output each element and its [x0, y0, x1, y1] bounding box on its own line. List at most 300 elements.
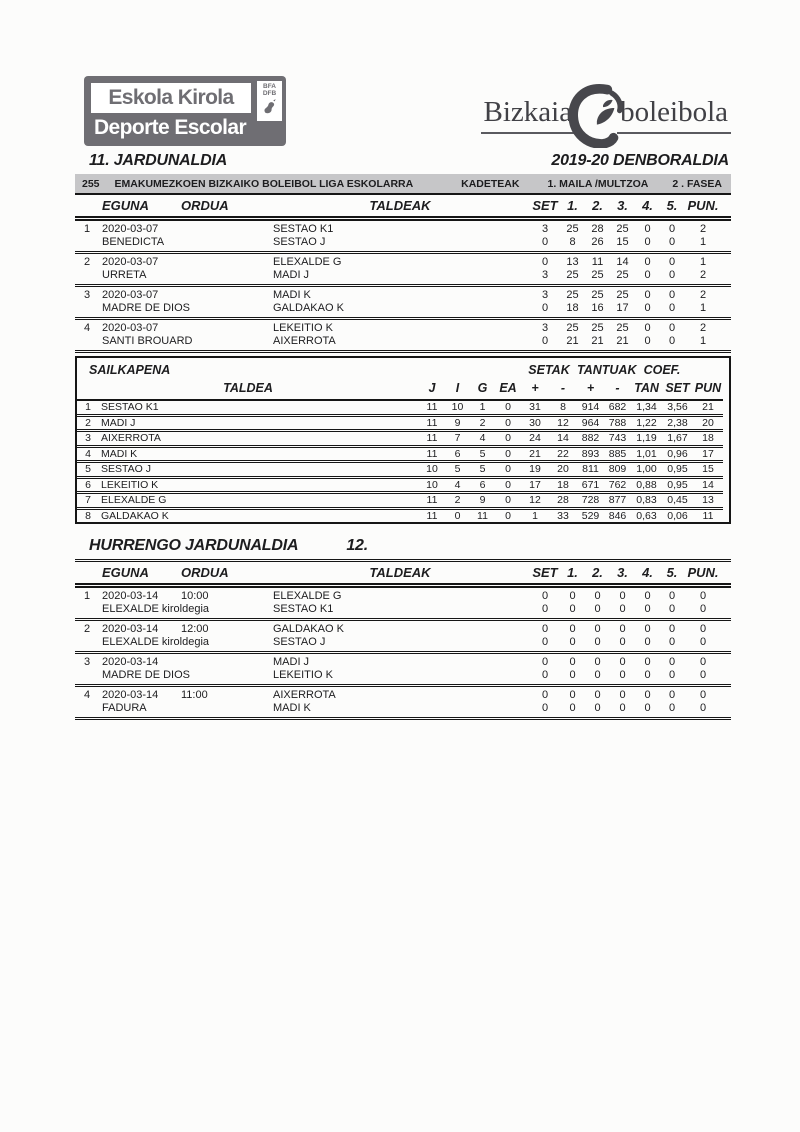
match-venue: MADRE DE DIOS	[102, 669, 191, 682]
home-set1: 0	[569, 688, 576, 701]
away-set4: 0	[644, 669, 651, 682]
col-set: SET	[532, 565, 558, 580]
match-away-line	[75, 269, 731, 283]
home-set4: 0	[644, 222, 651, 235]
standings-row	[77, 507, 723, 523]
stat-g: 2	[479, 416, 486, 429]
stat-points-for: 529	[581, 509, 600, 522]
home-points: 0	[699, 655, 707, 668]
stat-sets-won: 21	[529, 447, 541, 460]
stat-points-for: 882	[581, 432, 600, 445]
away-set-total: 0	[541, 335, 549, 348]
away-set5: 0	[668, 702, 676, 715]
standings-row	[77, 460, 723, 476]
home-team-name: LEKEITIO K	[273, 321, 333, 334]
league-phase: 2 . FASEA	[672, 177, 722, 190]
boleibola-text: boleibola	[617, 96, 731, 134]
col-set3: 3.	[617, 565, 628, 580]
home-set-total: 3	[541, 288, 549, 301]
away-set5: 0	[668, 636, 676, 649]
standings-row	[77, 445, 723, 461]
away-set3: 15	[616, 236, 629, 249]
team-name: SESTAO K1	[101, 401, 159, 414]
away-set3: 25	[616, 269, 629, 282]
stat-pun: 20	[702, 416, 714, 429]
col-pun: PUN.	[687, 198, 719, 213]
match-row	[75, 254, 731, 287]
match-away-line	[75, 636, 731, 650]
away-set1: 0	[569, 603, 576, 616]
stat-sets-lost: 20	[557, 463, 569, 476]
stat-g: 11	[477, 509, 488, 522]
match-away-line	[75, 702, 731, 716]
home-set4: 0	[644, 255, 651, 268]
home-set3: 25	[616, 288, 629, 301]
stat-i: 7	[454, 432, 461, 445]
away-set3: 0	[619, 702, 626, 715]
home-set5: 0	[668, 655, 676, 668]
home-set1: 0	[569, 655, 576, 668]
stat-sets-lost: 8	[560, 401, 566, 414]
col-eguna: EGUNA	[102, 198, 149, 213]
match-home-line	[75, 321, 731, 335]
stat-ea: 0	[505, 463, 511, 476]
away-team-name: SESTAO J	[273, 636, 326, 649]
stat-j: 11	[426, 509, 438, 522]
away-set5: 0	[668, 236, 676, 249]
col-set5: 5.	[666, 198, 678, 213]
home-set1: 25	[566, 288, 579, 301]
stat-ea: 0	[505, 447, 511, 460]
league-category: KADETEAK	[461, 177, 520, 190]
home-team-name: AIXERROTA	[273, 688, 336, 701]
stat-j: 11	[426, 416, 438, 429]
home-set4: 0	[644, 589, 651, 602]
away-points: 1	[699, 335, 707, 348]
results-table	[75, 221, 731, 353]
match-home-line	[75, 255, 731, 269]
col-set-plus: +	[531, 381, 539, 395]
away-team-name: SESTAO J	[273, 236, 326, 249]
away-set4: 0	[644, 335, 651, 348]
home-set3: 0	[619, 622, 626, 635]
stat-sets-won: 24	[529, 432, 541, 445]
col-tan-minus: -	[615, 381, 620, 395]
stat-g: 5	[479, 463, 486, 476]
match-time: 12:00	[181, 622, 209, 635]
eskola-kirola-banner	[91, 83, 251, 113]
home-points: 2	[699, 288, 707, 301]
away-set3: 17	[616, 302, 629, 315]
stat-g: 1	[479, 401, 486, 414]
away-set1: 21	[566, 335, 579, 348]
away-team-name: SESTAO K1	[273, 603, 334, 616]
away-set5: 0	[668, 603, 676, 616]
stat-sets-lost: 33	[557, 509, 569, 522]
away-team-name: GALDAKAO K	[273, 302, 344, 315]
home-set-total: 0	[541, 255, 549, 268]
next-header	[75, 562, 731, 588]
home-set3: 25	[616, 321, 629, 334]
stat-ea: 0	[505, 416, 511, 429]
stat-ea: 0	[505, 509, 511, 522]
home-set1: 25	[566, 222, 579, 235]
match-venue: ELEXALDE kiroldegia	[102, 636, 210, 649]
standings-title: SAILKAPENA	[89, 363, 171, 377]
home-set5: 0	[668, 288, 676, 301]
stat-points-for: 811	[582, 463, 599, 476]
home-set-total: 0	[541, 688, 549, 701]
col-set3: 3.	[617, 198, 628, 213]
standings-row	[77, 401, 723, 414]
away-points: 1	[699, 236, 707, 249]
away-set5: 0	[668, 669, 676, 682]
home-points: 2	[699, 222, 707, 235]
stat-pun: 11	[702, 509, 714, 522]
home-set3: 0	[619, 589, 626, 602]
stat-coef-set: 0,45	[667, 494, 688, 507]
home-team-name: MADI K	[273, 288, 311, 301]
home-set2: 25	[591, 321, 604, 334]
next-matchday-number: 12.	[346, 537, 368, 554]
match-home-line	[75, 288, 731, 302]
stat-points-against: 762	[608, 478, 627, 491]
away-set3: 0	[619, 669, 626, 682]
stat-coef-set: 0,06	[667, 509, 688, 522]
home-points: 0	[699, 688, 707, 701]
away-set-total: 0	[541, 302, 549, 315]
away-set4: 0	[644, 236, 651, 249]
col-tan-plus: +	[586, 381, 595, 395]
league-code: 255	[82, 177, 100, 190]
col-pun: PUN.	[687, 565, 719, 580]
col-ordua: ORDUA	[181, 565, 229, 580]
stat-coef-tan: 1,22	[636, 416, 657, 429]
bizkaia-boleibola-logo	[481, 82, 732, 148]
home-set-total: 0	[541, 655, 549, 668]
match-away-line	[75, 603, 731, 617]
badge-bfa-text: BFA	[263, 83, 276, 90]
team-name: MADI K	[101, 447, 138, 460]
stat-sets-won: 12	[529, 494, 541, 507]
eskola-kirola-logo	[84, 76, 286, 146]
away-set5: 0	[668, 302, 676, 315]
stat-points-for: 893	[581, 447, 600, 460]
stat-sets-won: 19	[529, 463, 541, 476]
away-set-total: 0	[541, 702, 549, 715]
eskola-kirola-text: Eskola Kirola	[108, 86, 234, 109]
stat-points-for: 671	[581, 478, 600, 491]
col-i: I	[455, 381, 460, 395]
stat-j: 10	[426, 463, 438, 476]
home-team-name: ELEXALDE G	[273, 255, 342, 268]
away-team-name: MADI J	[273, 269, 310, 282]
team-position: 3	[85, 432, 91, 445]
match-venue: MADRE DE DIOS	[102, 302, 191, 315]
stat-j: 10	[426, 478, 438, 491]
match-row	[75, 621, 731, 654]
match-time: 10:00	[181, 589, 209, 602]
away-set2: 0	[594, 603, 601, 616]
stat-points-for: 914	[581, 401, 600, 414]
away-set4: 0	[644, 702, 651, 715]
match-date: 2020-03-07	[102, 288, 159, 301]
col-j: J	[428, 381, 436, 395]
stat-points-against: 885	[608, 447, 627, 460]
team-name: GALDAKAO K	[101, 509, 169, 522]
col-coef-set: SET	[665, 381, 690, 395]
stat-ea: 0	[505, 494, 511, 507]
away-team-name: LEKEITIO K	[273, 669, 333, 682]
stat-ea: 0	[505, 401, 511, 414]
col-taldea: TALDEA	[223, 381, 273, 395]
col-coef-tan: TAN	[634, 381, 659, 395]
group-coef: COEF.	[643, 363, 681, 377]
match-row	[75, 588, 731, 621]
col-set-minus: -	[560, 381, 566, 395]
home-team-name: ELEXALDE G	[273, 589, 342, 602]
match-row	[75, 320, 731, 353]
col-set2: 2.	[592, 198, 603, 213]
home-set-total: 0	[541, 622, 549, 635]
stat-i: 6	[454, 447, 461, 460]
col-g: G	[477, 381, 488, 395]
stat-sets-lost: 12	[557, 416, 569, 429]
team-name: LEKEITIO K	[101, 478, 159, 491]
home-set5: 0	[668, 321, 676, 334]
match-number: 1	[83, 589, 91, 602]
away-set1: 18	[566, 302, 579, 315]
bfa-dfb-badge	[257, 81, 282, 121]
away-points: 0	[699, 702, 707, 715]
away-set3: 0	[619, 636, 626, 649]
match-number: 2	[83, 622, 91, 635]
team-position: 5	[85, 463, 91, 476]
match-row	[75, 221, 731, 254]
home-set4: 0	[644, 321, 651, 334]
match-away-line	[75, 302, 731, 316]
league-division: 1. MAILA /MULTZOA	[547, 177, 649, 190]
home-set3: 0	[619, 688, 626, 701]
team-position: 1	[85, 401, 91, 414]
team-name: MADI J	[101, 416, 136, 429]
dragon-icon	[262, 98, 278, 116]
away-set2: 0	[594, 636, 601, 649]
home-set5: 0	[668, 222, 676, 235]
match-venue: BENEDICTA	[102, 236, 165, 249]
match-date: 2020-03-07	[102, 222, 159, 235]
match-home-line	[75, 222, 731, 236]
away-set1: 0	[569, 669, 576, 682]
col-ea: EA	[499, 381, 517, 395]
next-title-text: HURRENGO JARDUNALDIA	[89, 537, 299, 554]
match-date: 2020-03-07	[102, 255, 159, 268]
home-set4: 0	[644, 288, 651, 301]
team-name: SESTAO J	[101, 463, 151, 476]
home-team-name: MADI J	[273, 655, 310, 668]
away-team-name: MADI K	[273, 702, 311, 715]
standings-row	[77, 429, 723, 445]
home-set4: 0	[644, 622, 651, 635]
away-set4: 0	[644, 302, 651, 315]
col-stand-pun: PUN	[694, 381, 722, 395]
standings-row	[77, 491, 723, 507]
stat-coef-set: 3,56	[667, 401, 688, 414]
standings-row	[77, 476, 723, 492]
team-name: ELEXALDE G	[101, 494, 167, 507]
stat-sets-won: 1	[532, 509, 538, 522]
stat-sets-won: 17	[529, 478, 541, 491]
home-set2: 0	[594, 622, 601, 635]
stat-coef-set: 0,96	[667, 447, 688, 460]
away-set1: 25	[566, 269, 579, 282]
match-number: 4	[83, 688, 91, 701]
team-name: AIXERROTA	[101, 432, 161, 445]
home-points: 1	[699, 255, 707, 268]
team-position: 8	[85, 509, 91, 522]
stat-coef-set: 1,67	[667, 432, 688, 445]
match-time: 11:00	[181, 688, 208, 701]
match-number: 3	[83, 288, 91, 301]
away-points: 0	[699, 636, 707, 649]
home-set3: 0	[619, 655, 626, 668]
team-position: 6	[85, 478, 91, 491]
home-points: 0	[699, 622, 707, 635]
bizkaia-text: Bizkaia	[481, 96, 576, 134]
col-set: SET	[532, 198, 558, 213]
away-set-total: 0	[541, 636, 549, 649]
stat-j: 11	[426, 401, 438, 414]
match-home-line	[75, 655, 731, 669]
col-set1: 1.	[567, 565, 578, 580]
col-set1: 1.	[567, 198, 578, 213]
matchday-title: 11. JARDUNALDIA	[89, 152, 228, 169]
col-eguna: EGUNA	[102, 565, 149, 580]
stat-pun: 14	[702, 478, 714, 491]
match-date: 2020-03-14	[102, 622, 159, 635]
col-set4: 4.	[642, 198, 653, 213]
stat-points-against: 682	[608, 401, 627, 414]
away-set2: 21	[591, 335, 604, 348]
match-venue: SANTI BROUARD	[102, 335, 193, 348]
home-set2: 25	[591, 288, 604, 301]
stat-i: 10	[451, 401, 464, 414]
badge-dfb-text: DFB	[262, 90, 277, 97]
stat-g: 5	[479, 447, 486, 460]
stat-pun: 18	[702, 432, 714, 445]
boleibola-emblem-icon	[568, 82, 624, 148]
away-set4: 0	[644, 603, 651, 616]
home-set5: 0	[668, 589, 676, 602]
col-set5: 5.	[666, 565, 678, 580]
stat-coef-set: 0,95	[667, 463, 688, 476]
match-row	[75, 654, 731, 687]
home-set2: 0	[594, 688, 601, 701]
home-set-total: 0	[541, 589, 549, 602]
stat-g: 9	[479, 494, 486, 507]
standings-table	[75, 356, 731, 524]
match-number: 3	[83, 655, 91, 668]
home-set5: 0	[668, 255, 676, 268]
stat-j: 11	[426, 494, 438, 507]
match-away-line	[75, 236, 731, 250]
home-set1: 25	[566, 321, 579, 334]
match-away-line	[75, 669, 731, 683]
standings-group-header	[77, 361, 723, 379]
stat-coef-tan: 1,01	[636, 447, 657, 460]
home-set5: 0	[668, 622, 676, 635]
stat-coef-set: 0,95	[667, 478, 688, 491]
stat-i: 5	[454, 463, 461, 476]
stat-pun: 15	[702, 463, 714, 476]
stat-coef-tan: 0,88	[636, 478, 657, 491]
match-home-line	[75, 622, 731, 636]
stat-i: 2	[454, 494, 461, 507]
document-sheet	[75, 74, 731, 720]
home-set-total: 3	[541, 222, 549, 235]
stat-g: 4	[479, 432, 486, 445]
stat-sets-lost: 22	[557, 447, 569, 460]
stat-points-for: 964	[581, 416, 600, 429]
match-number: 2	[83, 255, 91, 268]
next-matchday-title	[75, 537, 731, 562]
home-set2: 28	[591, 222, 604, 235]
stat-points-against: 788	[608, 416, 627, 429]
match-date: 2020-03-14	[102, 688, 159, 701]
stat-sets-won: 31	[529, 401, 541, 414]
stat-pun: 13	[702, 494, 714, 507]
stat-ea: 0	[505, 432, 511, 445]
match-venue: URRETA	[102, 269, 147, 282]
team-position: 2	[85, 416, 91, 429]
away-set2: 26	[591, 236, 604, 249]
away-set1: 8	[569, 236, 576, 249]
home-set4: 0	[644, 688, 651, 701]
stat-coef-tan: 1,00	[636, 463, 657, 476]
away-set-total: 0	[541, 236, 549, 249]
match-date: 2020-03-14	[102, 655, 159, 668]
home-set3: 25	[616, 222, 629, 235]
results-header	[75, 195, 731, 221]
away-set-total: 3	[541, 269, 549, 282]
match-venue: ELEXALDE kiroldegia	[102, 603, 210, 616]
stat-g: 6	[479, 478, 486, 491]
stat-coef-tan: 0,83	[636, 494, 657, 507]
stat-points-against: 846	[608, 509, 627, 522]
home-set1: 0	[569, 622, 576, 635]
home-team-name: SESTAO K1	[273, 222, 334, 235]
col-taldeak: TALDEAK	[369, 198, 431, 213]
col-taldeak: TALDEAK	[369, 565, 431, 580]
deporte-escolar-text: Deporte Escolar	[93, 116, 247, 139]
away-points: 0	[699, 603, 707, 616]
away-set2: 16	[591, 302, 604, 315]
stat-points-against: 877	[608, 494, 627, 507]
group-tantuak: TANTUAK	[577, 363, 637, 377]
stat-j: 11	[426, 447, 438, 460]
team-position: 4	[85, 447, 91, 460]
standings-row	[77, 414, 723, 430]
standings-header	[77, 358, 723, 401]
away-set5: 0	[668, 335, 676, 348]
stat-i: 9	[454, 416, 461, 429]
stat-points-against: 809	[608, 463, 627, 476]
stat-points-against: 743	[608, 432, 627, 445]
match-number: 4	[83, 321, 91, 334]
away-set5: 0	[668, 269, 676, 282]
away-set2: 0	[594, 702, 601, 715]
match-date: 2020-03-07	[102, 321, 159, 334]
